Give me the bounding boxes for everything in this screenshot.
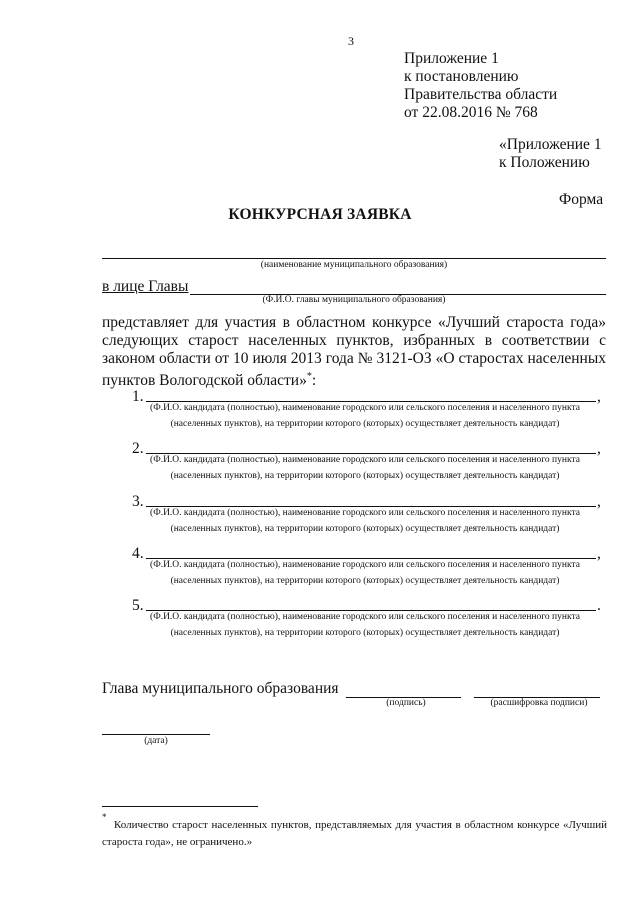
signature-caption: (подпись) <box>386 698 426 708</box>
candidate-entry <box>0 493 640 543</box>
signature-label: Глава муниципального образования <box>102 680 339 697</box>
footnote-reference: * <box>306 371 312 382</box>
application-paragraph <box>102 314 606 390</box>
appendix-header-2 <box>499 136 602 172</box>
municipality-caption: (наименование муниципального образования) <box>260 260 448 270</box>
head-line-label: в лице Главы <box>102 278 189 295</box>
appendix-line-1: Приложение 1 <box>404 50 499 67</box>
candidate-caption-1: (Ф.И.О. кандидата (полностью), наименование городского или сельского поселения и населенного пункта <box>150 403 580 413</box>
head-caption: (Ф.И.О. главы муниципального образования) <box>262 295 446 305</box>
appendix2-line-1: «Приложение 1 <box>499 136 602 153</box>
date-caption: (дата) <box>144 736 168 746</box>
municipality-field-line <box>102 258 606 259</box>
candidate-number: 3. <box>132 493 144 510</box>
candidate-caption-1: (Ф.И.О. кандидата (полностью), наименование городского или сельского поселения и населенного пункта <box>150 508 580 518</box>
appendix-line-2: к постановлению <box>404 68 519 85</box>
appendix-header <box>404 50 557 122</box>
paragraph-end: : <box>311 372 317 390</box>
candidate-field-line <box>146 558 596 559</box>
candidate-caption-2: (населенных пунктов), на территории которого (которых) осуществляет деятельность кандидат) <box>170 628 560 638</box>
candidate-caption-2: (населенных пунктов), на территории которого (которых) осуществляет деятельность кандидат) <box>170 419 560 429</box>
candidate-line-end: , <box>597 440 601 457</box>
candidate-caption-1: (Ф.И.О. кандидата (полностью), наименование городского или сельского поселения и населенного пункта <box>150 455 580 465</box>
footnote-text <box>102 817 607 851</box>
document-title: КОНКУРСНАЯ ЗАЯВКА <box>228 206 412 223</box>
form-label: Форма <box>559 191 604 208</box>
candidate-number: 2. <box>132 440 144 457</box>
candidate-entry <box>0 440 640 490</box>
candidate-caption-2: (населенных пунктов), на территории которого (которых) осуществляет деятельность кандидат) <box>170 471 560 481</box>
candidate-caption-2: (населенных пунктов), на территории которого (которых) осуществляет деятельность кандидат) <box>170 524 560 534</box>
candidate-line-end: , <box>597 493 601 510</box>
candidate-line-end: , <box>597 545 601 562</box>
candidate-field-line <box>146 401 596 402</box>
paragraph-text: представляет для участия в областном конкурсе «Лучший староста года» следующих старост населенных пунктов, избранных в соответствии с законом области от 10 июля 2013 года № 3121-ОЗ «О старостах населенных пунктов Вологодской области» <box>102 314 606 390</box>
candidate-number: 4. <box>132 545 144 562</box>
candidate-field-line <box>146 506 596 507</box>
signature-decode-caption: (расшифровка подписи) <box>490 698 588 708</box>
candidate-entry <box>0 597 640 647</box>
footnote-separator <box>102 806 258 807</box>
candidate-caption-1: (Ф.И.О. кандидата (полностью), наименование городского или сельского поселения и населенного пункта <box>150 612 580 622</box>
appendix-line-3: Правительства области <box>404 86 558 103</box>
date-line <box>102 734 210 735</box>
candidate-line-end: . <box>597 597 601 614</box>
candidate-number: 5. <box>132 597 144 614</box>
candidate-entry <box>0 388 640 438</box>
candidate-caption-1: (Ф.И.О. кандидата (полностью), наименование городского или сельского поселения и населенного пункта <box>150 560 580 570</box>
candidate-field-line <box>146 610 596 611</box>
candidate-field-line <box>146 453 596 454</box>
candidate-number: 1. <box>132 388 144 405</box>
appendix2-line-2: к Положению <box>499 154 590 171</box>
footnote-body: Количество старост населенных пунктов, представляемых для участия в областном конкурсе «Лучший староста года», не ограничено.» <box>102 819 607 848</box>
footnote-mark: * <box>102 812 107 822</box>
candidate-line-end: , <box>597 388 601 405</box>
candidate-caption-2: (населенных пунктов), на территории которого (которых) осуществляет деятельность кандидат) <box>170 576 560 586</box>
candidate-entry <box>0 545 640 595</box>
appendix-line-4: от 22.08.2016 № 768 <box>404 104 538 121</box>
page-number: 3 <box>348 34 354 48</box>
